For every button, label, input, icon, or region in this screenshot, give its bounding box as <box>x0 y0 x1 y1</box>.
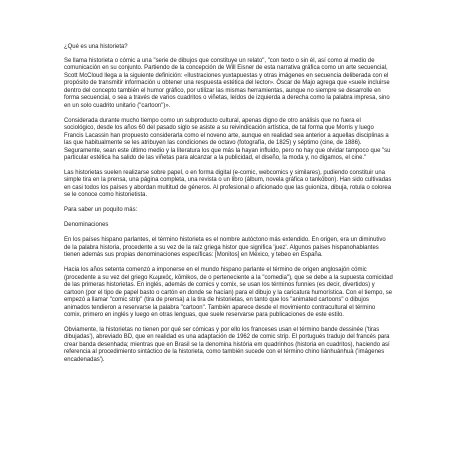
paragraph-saber-mas: Para saber un poquito más: <box>64 207 138 214</box>
paragraph-bande-dessinee: Obviamente, la historietas no tienen por qué ser cómicas y por ello los franceses usan el término bande dessinée ('tiras dibujadas'), abreviado BD, que en realidad es una adaptación de 1962 de comic strip. El portugués tradujo del francés para crear banda desenhada; mientras que en Brasil se la denomina história em quadrinhos (historia en cuadritos), haciendo así referencia al procedimiento sintáctico de la historieta, como también sucede con el término chino liánhuánhuà ('imágenes encadenadas'). <box>64 326 390 363</box>
paragraph-definition: Se llama historieta o cómic a una "serie de dibujos que constituye un relato", "con texto o sin él, así como al medio de comunicación en su conjunto. Partiendo de la concepción de Will Eisner de esta narrativa gráfica como un arte secuencial, Scott McCloud llega a la siguiente definición: «Ilustraciones yuxtapuestas y otras imágenes en secuencia deliberada con el propósito de transmitir información u obtener una respuesta estética del lector». Óscar de Majo agrega que «suele incluirse dentro del concepto también el humor gráfico, por utilizar las mismas herramientas, aunque no siempre se desarrolle en forma secuencial, o sea a través de varios cuadritos o viñetas, leídos de izquierda a derecha como la palabra impresa, sino en un solo cuadrito unitario ("cartoon")». <box>64 57 390 109</box>
paragraph-soportes: Las historietas suelen realizarse sobre papel, o en forma digital (e-comic, webcomics y similares), pudiendo constituir una simple tira en la prensa, una página completa, una revista o un libro (álbum, novela gráfica o tankōbon). Han sido cultivadas en casi todos los países y abordan multitud de géneros. Al profesional o aficionado que las guioniza, dibuja, rotula o colorea se le conoce como historietista. <box>64 169 392 199</box>
document-heading: ¿Qué es una historieta? <box>64 44 128 50</box>
section-title-denominaciones: Denominaciones <box>64 222 109 229</box>
document-body <box>64 44 393 364</box>
paragraph-comic: Hacia los años setenta comenzó a imponerse en el mundo hispano parlante el término de origen anglosajón cómic (procedente a su vez del griego Κωμικός, kōmikos, de o perteneciente a la "comedia"), que se debe a la supuesta comicidad de las primeras historietas. En inglés, además de comics y comix, se usan los términos funnies (es decir, divertidos) y cartoon (por el tipo de papel basto o cartón en donde se hacían) para el dibujo y la caricatura humorística. Con el tiempo, se empezó a llamar "comic strip" (tira de prensa) a la tira de historietas, en tanto que los "animated cartoons" o dibujos animados tendieron a reservarse la palabra "cartoon". También aparece desde el movimiento contracultural el término comix, primero en inglés y luego en otras lenguas, que suele reservarse para publicaciones de este estilo. <box>64 267 393 319</box>
paragraph-historieta: En los países hispano parlantes, el término historieta es el nombre autóctono más extendido. En origen, era un diminutivo de la palabra historia, procedente a su vez de la raíz griega histor que significa 'juez'. Algunos países hispanohablantes tienen además sus propias denominaciones específicas: [Monitos] en México, y tebeo en España. <box>64 237 386 259</box>
paragraph-reivindicacion: Considerada durante mucho tiempo como un subproducto cultural, apenas digno de otro análisis que no fuera el sociológico, desde los años 60 del pasado siglo se asiste a su reivindicación artística, de tal forma que Morris y luego Francis Lacassin han propuesto considerarla como el noveno arte, aunque en realidad sea anterior a aquellas disciplinas a las que habitualmente se les atribuyen las condiciones de octavo (fotografía, de 1825) y séptimo (cine, de 1886). Seguramente, sean este último medio y la literatura los que más la hayan influido, pero no hay que olvidar tampoco que "su particular estética ha salido de las viñetas para alcanzar a la publicidad, el diseño, la moda y, no digamos, el cine." <box>64 117 391 162</box>
